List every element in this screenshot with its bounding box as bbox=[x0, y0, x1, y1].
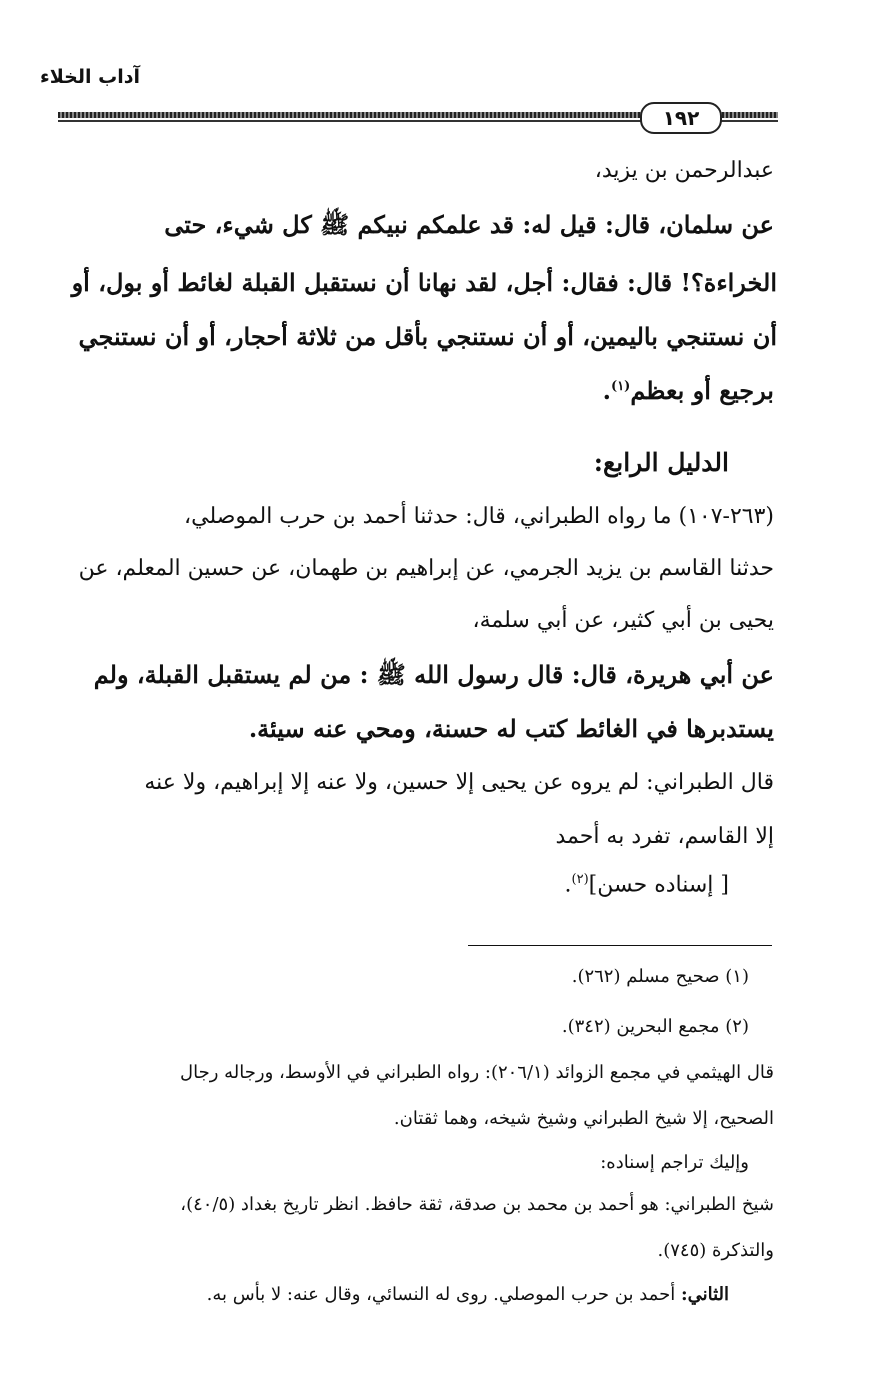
body-line: أن نستنجي باليمين، أو أن نستنجي بأقل من ثلاثة أحجار، أو أن نستنجي bbox=[78, 322, 777, 351]
body-line: عن سلمان، قال: قيل له: قد علمكم نبيكم ﷺ كل شيء، حتى bbox=[164, 210, 774, 239]
hadith-line: يستدبرها في الغائط كتب له حسنة، ومحي عنه سيئة. bbox=[248, 714, 774, 743]
hadith-line: قال الطبراني: لم يروه عن يحيى إلا حسين، ولا عنه إلا إبراهيم، ولا عنه bbox=[144, 770, 774, 795]
running-title: آداب الخلاء bbox=[40, 66, 140, 88]
grade-text: [ إسناده حسن] bbox=[588, 872, 729, 898]
period: . bbox=[602, 376, 612, 405]
hadith-line: يحيى بن أبي كثير، عن أبي سلمة، bbox=[472, 608, 774, 633]
body-line: عبدالرحمن بن يزيد، bbox=[594, 158, 774, 183]
hadith-line: حدثنا القاسم بن يزيد الجرمي، عن إبراهيم بن طهمان، عن حسين المعلم، عن bbox=[78, 556, 774, 581]
footnote-note: شيخ الطبراني: هو أحمد بن محمد بن صدقة، ثقة حافظ. انظر تاريخ بغداد (٤٠/٥)، bbox=[180, 1194, 774, 1215]
footnote-note: الصحيح، إلا شيخ الطبراني وشيخ شيخه، وهما ثقتان. bbox=[393, 1108, 774, 1129]
note-text: أحمد بن حرب الموصلي. روى له النسائي، وقال عنه: لا بأس به. bbox=[206, 1284, 681, 1305]
body-line-with-footnote bbox=[603, 376, 774, 405]
hadith-line: إلا القاسم، تفرد به أحمد bbox=[555, 824, 774, 849]
body-text: برجيع أو بعظم bbox=[630, 376, 774, 405]
footnote-note: قال الهيثمي في مجمع الزوائد (٢٠٦/١): رواه الطبراني في الأوسط، ورجاله رجال bbox=[180, 1062, 774, 1083]
footnote-note-last bbox=[207, 1284, 729, 1305]
body-line: الخراءة؟! قال: فقال: أجل، لقد نهانا أن نستقبل القبلة لغائط أو بول، أو bbox=[71, 268, 777, 297]
footnote-ref-2: (٢) bbox=[571, 872, 589, 887]
footnote-ref-1: (١) bbox=[611, 379, 631, 394]
hadith-line: عن أبي هريرة، قال: قال رسول الله ﷺ : من لم يستقبل القبلة، ولم bbox=[93, 660, 774, 689]
section-heading: الدليل الرابع: bbox=[593, 448, 729, 477]
footnote-2: (٢) مجمع البحرين (٣٤٢). bbox=[561, 1016, 749, 1037]
footnote-note: وإليك تراجم إسناده: bbox=[600, 1152, 749, 1173]
grade-line bbox=[565, 872, 729, 897]
hadith-line: (٢٦٣-١٠٧) ما رواه الطبراني، قال: حدثنا أحمد بن حرب الموصلي، bbox=[184, 504, 774, 529]
footnote-1: (١) صحيح مسلم (٢٦٢). bbox=[571, 966, 749, 987]
footnote-note: والتذكرة (٧٤٥). bbox=[657, 1240, 774, 1261]
footnote-separator bbox=[468, 945, 772, 946]
note-lead: الثاني: bbox=[680, 1284, 729, 1305]
period: . bbox=[564, 872, 572, 898]
page-number: ١٩٢ bbox=[640, 102, 722, 134]
